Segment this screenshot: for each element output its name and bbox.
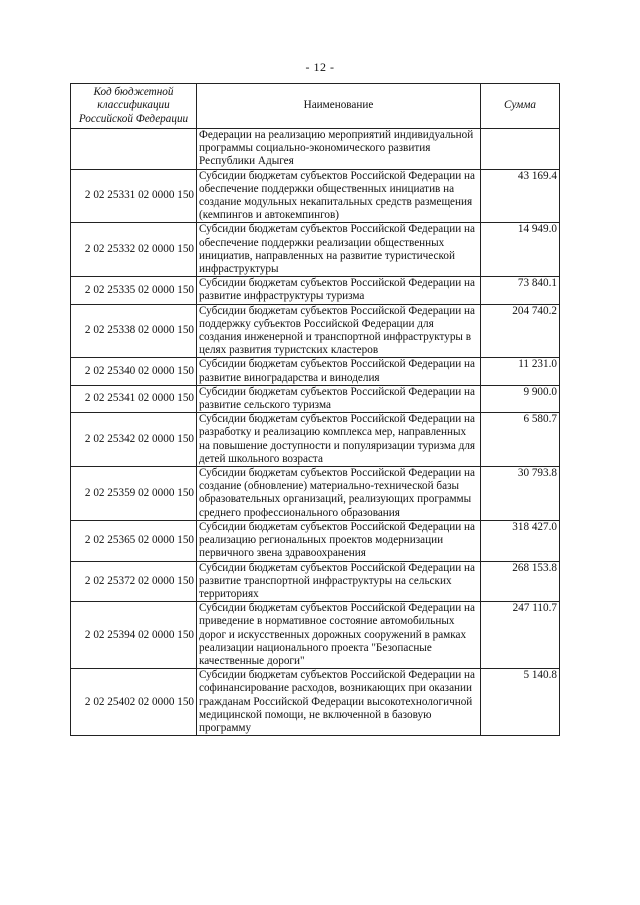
budget-table bbox=[70, 83, 560, 736]
row-name: Федерации на реализацию мероприятий индивидуальной программы социально-экономического развития Республики Адыгея bbox=[197, 129, 481, 170]
table-row bbox=[71, 561, 560, 602]
table-row bbox=[71, 467, 560, 521]
row-name: Субсидии бюджетам субъектов Российской Федерации на реализацию региональных проектов модернизации первичного звена здравоохранения bbox=[197, 520, 481, 561]
row-name: Субсидии бюджетам субъектов Российской Федерации на развитие сельского туризма bbox=[197, 385, 481, 412]
header-name: Наименование bbox=[197, 84, 481, 129]
row-name: Субсидии бюджетам субъектов Российской Федерации на приведение в нормативное состояние автомобильных дорог и искусственных дорожных сооружений в рамках реализации национального проекта "Безопасные качественные дороги" bbox=[197, 602, 481, 669]
row-sum: 30 793.8 bbox=[481, 467, 560, 521]
header-code: Код бюджетной классификации Российской Федерации bbox=[71, 84, 197, 129]
row-name: Субсидии бюджетам субъектов Российской Федерации на обеспечение поддержки реализации общественных инициатив, направленных на развитие туристической инфраструктуры bbox=[197, 223, 481, 277]
row-code: 2 02 25402 02 0000 150 bbox=[71, 669, 197, 736]
row-code: 2 02 25332 02 0000 150 bbox=[71, 223, 197, 277]
row-sum bbox=[481, 129, 560, 170]
row-sum: 318 427.0 bbox=[481, 520, 560, 561]
row-name: Субсидии бюджетам субъектов Российской Федерации на разработку и реализацию комплекса мер, направленных на повышение доступности и популяризации туризма для детей школьного возраста bbox=[197, 413, 481, 467]
header-sum: Сумма bbox=[481, 84, 560, 129]
row-sum: 247 110.7 bbox=[481, 602, 560, 669]
row-sum: 14 949.0 bbox=[481, 223, 560, 277]
row-sum: 204 740.2 bbox=[481, 304, 560, 358]
row-code: 2 02 25394 02 0000 150 bbox=[71, 602, 197, 669]
row-code: 2 02 25359 02 0000 150 bbox=[71, 467, 197, 521]
row-sum: 43 169.4 bbox=[481, 169, 560, 223]
table-row bbox=[71, 223, 560, 277]
row-name: Субсидии бюджетам субъектов Российской Федерации на развитие транспортной инфраструктуры на сельских территориях bbox=[197, 561, 481, 602]
row-sum: 6 580.7 bbox=[481, 413, 560, 467]
page-number: - 12 - bbox=[305, 60, 335, 74]
row-name: Субсидии бюджетам субъектов Российской Федерации на развитие виноградарства и виноделия bbox=[197, 358, 481, 385]
row-sum: 11 231.0 bbox=[481, 358, 560, 385]
row-name: Субсидии бюджетам субъектов Российской Федерации на развитие инфраструктуры туризма bbox=[197, 277, 481, 304]
row-code: 2 02 25335 02 0000 150 bbox=[71, 277, 197, 304]
row-sum: 73 840.1 bbox=[481, 277, 560, 304]
row-name: Субсидии бюджетам субъектов Российской Федерации на создание (обновление) материально-технической базы образовательных организаций, реализующих программы среднего профессионального образования bbox=[197, 467, 481, 521]
row-code: 2 02 25338 02 0000 150 bbox=[71, 304, 197, 358]
table-row bbox=[71, 169, 560, 223]
table-row bbox=[71, 358, 560, 385]
row-code: 2 02 25365 02 0000 150 bbox=[71, 520, 197, 561]
table-row bbox=[71, 385, 560, 412]
row-code: 2 02 25331 02 0000 150 bbox=[71, 169, 197, 223]
table-header-row bbox=[71, 84, 560, 129]
row-code: 2 02 25340 02 0000 150 bbox=[71, 358, 197, 385]
row-code: 2 02 25372 02 0000 150 bbox=[71, 561, 197, 602]
row-code: 2 02 25341 02 0000 150 bbox=[71, 385, 197, 412]
row-sum: 268 153.8 bbox=[481, 561, 560, 602]
row-sum: 5 140.8 bbox=[481, 669, 560, 736]
row-sum: 9 900.0 bbox=[481, 385, 560, 412]
table-row bbox=[71, 129, 560, 170]
row-name: Субсидии бюджетам субъектов Российской Федерации на софинансирование расходов, возникающих при оказании гражданам Российской Федерации высокотехнологичной медицинской помощи, не включенной в базовую программу bbox=[197, 669, 481, 736]
table-row bbox=[71, 413, 560, 467]
row-code: 2 02 25342 02 0000 150 bbox=[71, 413, 197, 467]
table-row bbox=[71, 277, 560, 304]
row-name: Субсидии бюджетам субъектов Российской Федерации на поддержку субъектов Российской Федерации для создания инженерной и транспортной инфраструктуры в целях развития туристских кластеров bbox=[197, 304, 481, 358]
table-row bbox=[71, 669, 560, 736]
table-row bbox=[71, 520, 560, 561]
row-name: Субсидии бюджетам субъектов Российской Федерации на обеспечение поддержки общественных инициатив на создание модульных некапитальных средств размещения (кемпингов и автокемпингов) bbox=[197, 169, 481, 223]
row-code bbox=[71, 129, 197, 170]
table-row bbox=[71, 602, 560, 669]
table-row bbox=[71, 304, 560, 358]
